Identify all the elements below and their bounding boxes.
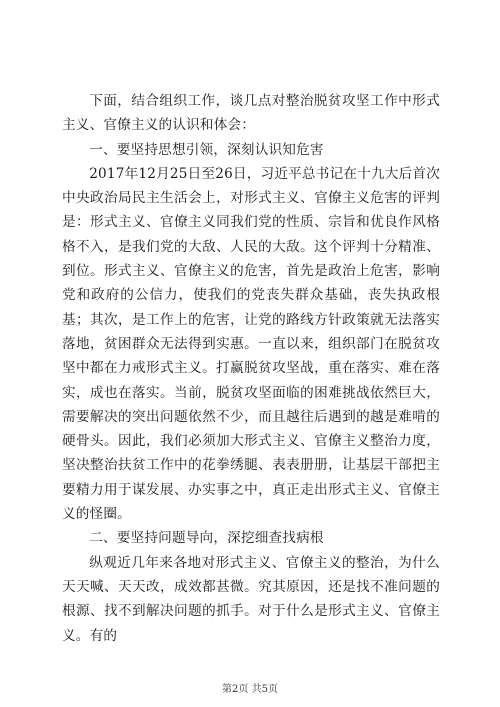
document-body bbox=[62, 89, 440, 648]
body-paragraph-2: 纵观近几年来各地对形式主义、官僚主义的整治，为什么天天喊、天天改，成效都甚微。究其原因，还是找不准问题的根源、找不到解决问题的抓手。对于什么是形式主义、官僚主义。有的 bbox=[62, 554, 440, 644]
section-heading-1: 一、要坚持思想引领，深刻认识知危害 bbox=[89, 141, 324, 158]
body-paragraph-1: 2017年12月25日至26日，习近平总书记在十九大后首次中央政治局民主生活会上，对形式主义、官僚主义危害的评判是：形式主义、官僚主义同我们党的性质、宗旨和优良作风格格不入，是我们党的大敌、人民的大敌。这个评判十分精准、到位。形式主义、官僚主义的危害，首先是政治上危害，影响党和政府的公信力，使我们的党丧失群众基础，丧失执政根基；其次，是工作上的危害，让党的路线方针政策就无法落实落地，贫困群众无法得到实惠。一直以来，组织部门在脱贫攻坚中都在力戒形式主义。打赢脱贫攻坚战，重在落实、难在落实，成也在落实。当前，脱贫攻坚面临的困难挑战依然巨大，需要解决的突出问题依然不少，而且越往后遇到的越是难啃的硬骨头。因此，我们必须加大形式主义、官僚主义整治力度，坚决整治扶贫工作中的花拳绣腿、表表册册，让基层干部把主要精力用于谋发展、办实事之中，真正走出形式主义、官僚主义的怪圈。 bbox=[62, 165, 440, 523]
page-footer: 第2页 共5页 bbox=[222, 684, 278, 695]
section-heading-2: 二、要坚持问题导向，深挖细查找病根 bbox=[89, 530, 324, 547]
intro-paragraph: 下面，结合组织工作，谈几点对整治脱贫攻坚工作中形式主义、官僚主义的认识和体会： bbox=[62, 93, 440, 134]
